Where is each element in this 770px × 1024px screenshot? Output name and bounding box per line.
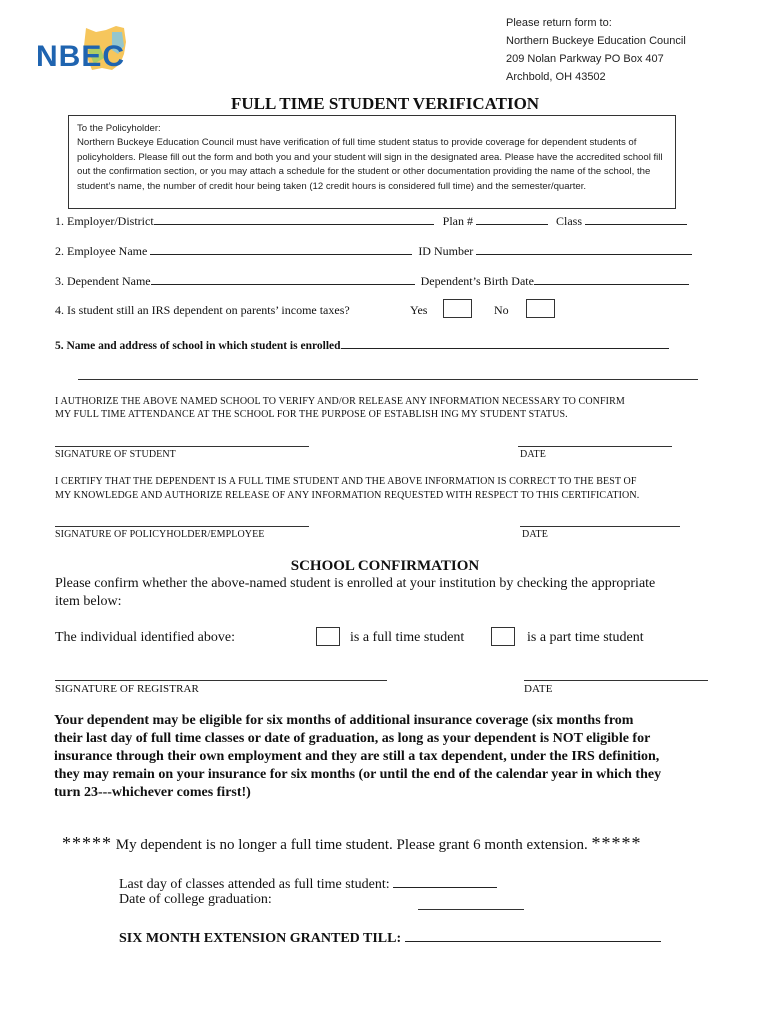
extension-stars-right: ***** [591,833,642,853]
school-row [55,337,669,352]
class-field[interactable] [585,213,687,225]
policyholder-date-label: DATE [522,529,548,540]
eligibility-line: Your dependent may be eligible for six months of additional insurance coverage (six months from [54,713,634,728]
notice-salutation: To the Policyholder: [77,123,161,134]
address-line: Please return form to: [506,17,612,29]
class-label: Class [556,214,583,228]
registrar-date-line[interactable] [524,680,708,681]
plan-field[interactable] [476,213,548,225]
confirm-line-2: item below: [55,594,122,609]
graduation-date-field[interactable] [418,909,524,910]
policyholder-notice [68,115,676,209]
registrar-signature-label: SIGNATURE OF REGISTRAR [55,683,199,695]
certify-line-2: MY KNOWLEDGE AND AUTHORIZE RELEASE OF ANY INFORMATION REQUESTED WITH RESPECT TO THIS CERTIFICATION. [55,490,640,501]
full-time-checkbox[interactable] [316,627,340,646]
yes-checkbox[interactable] [443,299,472,318]
birth-date-field[interactable] [534,273,689,285]
notice-body: Northern Buckeye Education Council must have verification of full time student status to provide coverage for dependent students of policyholders. Please fill out the form and both you and your student will sign in the designated area. Please have the accredited school fill out the confirmation section, or you may attach a schedule for the student or other documentation providing the name of the school, the student’s name, the number of credit hour being taken (12 credit hours is considered full time) and the semester/quarter. [77,137,663,192]
last-day-row [119,874,497,893]
employer-label: 1. Employer/District [55,214,154,228]
policyholder-date-line[interactable] [520,526,680,527]
extension-granted-label: SIX MONTH EXTENSION GRANTED TILL: [119,931,402,946]
student-date-line[interactable] [518,446,672,447]
employer-field[interactable] [154,213,434,225]
dependent-name-label: 3. Dependent Name [55,274,151,288]
address-line: Archbold, OH 43502 [506,71,606,83]
student-signature-line[interactable] [55,446,309,447]
employee-name-field[interactable] [150,243,412,255]
nbec-logo [30,18,140,88]
registrar-signature-line[interactable] [55,680,387,681]
extension-granted-row [119,928,661,947]
yes-label: Yes [410,303,428,317]
address-line: 209 Nolan Parkway PO Box 407 [506,53,664,65]
eligibility-notice [54,712,722,802]
part-time-label: is a part time student [527,630,644,645]
employee-row [55,243,692,259]
eligibility-line: insurance through their own employment and they are still a tax dependent, under the IRS definition, [54,749,660,764]
last-day-label: Last day of classes attended as full time student: [119,877,390,892]
extension-request-text: My dependent is no longer a full time student. Please grant 6 month extension. [115,837,588,853]
return-address [506,14,686,86]
student-signature-label: SIGNATURE OF STUDENT [55,449,176,460]
form-title: FULL TIME STUDENT VERIFICATION [230,94,540,113]
extension-request [62,833,642,854]
eligibility-line: their last day of full time classes or date of graduation, as long as your dependent is NOT eligible for [54,731,651,746]
individual-label: The individual identified above: [55,630,236,645]
id-number-field[interactable] [476,243,692,255]
authorize-line-2: MY FULL TIME ATTENDANCE AT THE SCHOOL FOR THE PURPOSE OF ESTABLISH ING MY STUDENT STATUS. [55,409,568,420]
confirm-line-1: Please confirm whether the above-named student is enrolled at your institution by checking the appropriate [55,576,656,591]
dependent-name-field[interactable] [151,273,415,285]
graduation-label: Date of college graduation: [119,892,272,907]
full-time-label: is a full time student [350,630,465,645]
logo-text: NBEC [36,40,126,73]
policyholder-signature-label: SIGNATURE OF POLICYHOLDER/EMPLOYEE [55,529,265,540]
eligibility-line: they may remain on your insurance for six months (or until the end of the calendar year in which they [54,767,662,782]
school-address-line[interactable] [78,379,698,380]
policyholder-signature-line[interactable] [55,526,309,527]
no-checkbox[interactable] [526,299,555,318]
authorize-line-1: I AUTHORIZE THE ABOVE NAMED SCHOOL TO VERIFY AND/OR RELEASE ANY INFORMATION NECESSARY TO CONFIRM [55,396,625,407]
extension-stars-left: ***** [62,833,112,853]
dependent-row [55,273,689,289]
last-day-field[interactable] [393,874,497,888]
part-time-checkbox[interactable] [491,627,515,646]
irs-question: 4. Is student still an IRS dependent on parents’ income taxes? [55,303,350,317]
student-date-label: DATE [520,449,546,460]
plan-label: Plan # [442,214,473,228]
school-confirmation-heading: SCHOOL CONFIRMATION [290,558,480,574]
registrar-date-label: DATE [524,683,553,695]
extension-granted-field[interactable] [405,928,661,942]
eligibility-line: turn 23---whichever comes first!) [54,785,251,800]
employee-name-label: 2. Employee Name [55,244,148,258]
id-number-label: ID Number [418,244,474,258]
birth-date-label: Dependent’s Birth Date [420,274,534,288]
school-field[interactable] [341,337,669,349]
address-line: Northern Buckeye Education Council [506,35,686,47]
certify-line-1: I CERTIFY THAT THE DEPENDENT IS A FULL TIME STUDENT AND THE ABOVE INFORMATION IS CORRECT TO THE BEST OF [55,476,637,487]
no-label: No [494,303,509,317]
school-label: 5. Name and address of school in which student is enrolled [55,340,341,352]
employer-row [55,213,687,229]
